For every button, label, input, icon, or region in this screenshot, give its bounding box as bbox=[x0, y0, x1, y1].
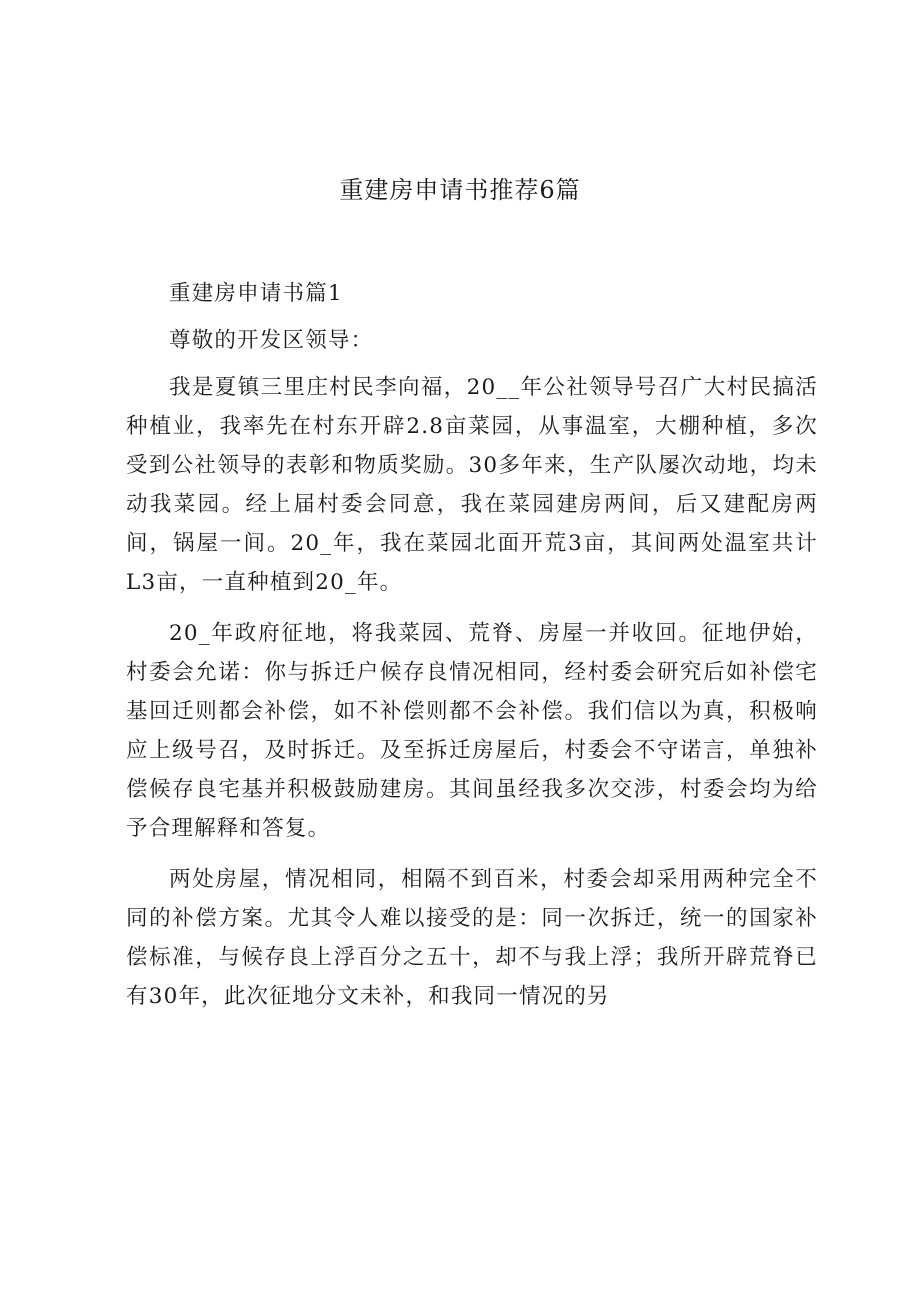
document-title: 重建房申请书推荐6篇 bbox=[339, 176, 581, 204]
section-heading: 重建房申请书篇1 bbox=[169, 281, 343, 306]
document-body bbox=[126, 274, 818, 1016]
body-paragraph: 两处房屋，情况相同，相隔不到百米，村委会却采用两种完全不同的补偿方案。尤其令人难以接受的是：同一次拆迁，统一的国家补偿标准，与候存良上浮百分之五十，却不与我上浮；我所开辟荒脊已有30年，此次征地分文未补，和我同一情况的另 bbox=[126, 867, 818, 1009]
body-paragraph: 20_年政府征地，将我菜园、荒脊、房屋一并收回。征地伊始，村委会允诺：你与拆迁户候存良情况相同，经村委会研究后如补偿宅基回迁则都会补偿，如不补偿则都不会补偿。我们信以为真，积极响应上级号召，及时拆迁。及至拆迁房屋后，村委会不守诺言，单独补偿候存良宅基并积极鼓励建房。其间虽经我多次交涉，村委会均为给予合理解释和答复。 bbox=[126, 621, 818, 841]
salutation: 尊敬的开发区领导： bbox=[169, 328, 374, 353]
body-paragraph: 我是夏镇三里庄村民李向福，20__年公社领导号召广大村民搞活种植业，我率先在村东开辟2.8亩菜园，从事温室，大棚种植，多次受到公社领导的表彰和物质奖励。30多年来，生产队屡次动地，均未动我菜园。经上届村委会同意，我在菜园建房两间，后又建配房两间，锅屋一间。20_年，我在菜园北面开荒3亩，其间两处温室共计L3亩，一直种植到20_年。 bbox=[126, 375, 818, 595]
